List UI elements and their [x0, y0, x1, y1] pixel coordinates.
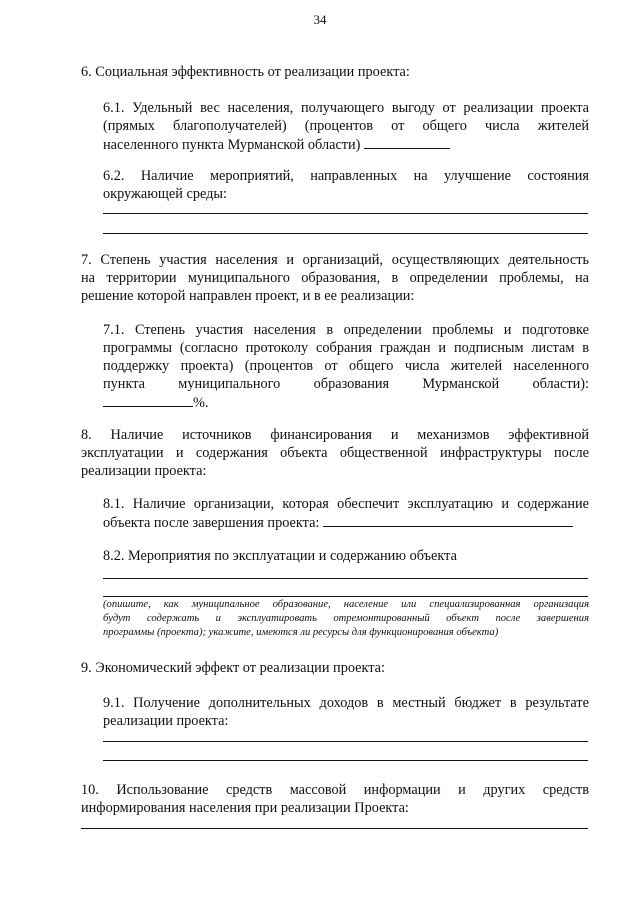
item-9-1-line-2: реализации проекта: [103, 713, 229, 729]
item-8-1-line-2 [103, 513, 589, 532]
item-6-1-answer-blank[interactable] [364, 135, 450, 149]
item-6-1 [103, 99, 589, 154]
item-6-2-answer-line-2[interactable] [103, 233, 588, 234]
item-7-1 [103, 321, 589, 412]
item-7-1-line-1: 7.1. Степень участия населения в определении проблемы и подготовке [103, 322, 589, 338]
section-8-heading-line-3: реализации проекта: [81, 463, 207, 479]
item-9-1-answer-line-1[interactable] [103, 741, 588, 742]
item-6-1-line-2: (прямых благополучателей) (процентов от общего числа жителей [103, 118, 589, 134]
section-6-heading-text: 6. Социальная эффективность от реализации проекта: [81, 64, 410, 80]
item-8-1-line-2-text: объекта после завершения проекта: [103, 515, 320, 531]
section-9-heading-text: 9. Экономический эффект от реализации проекта: [81, 660, 386, 676]
section-7-heading [81, 251, 589, 305]
section-10-heading-line-1: 10. Использование средств массовой информации и других средств [81, 782, 589, 798]
item-6-1-line-3-text: населенного пункта Мурманской области) [103, 137, 361, 153]
item-7-1-line-2: программы (согласно протоколу собрания граждан и подписным листам в [103, 340, 589, 356]
item-7-1-answer-blank[interactable] [103, 393, 193, 407]
item-8-2-note-line-1: (опишите, как муниципальное образование, население или специализированная организация [103, 599, 589, 610]
section-8-heading-line-1: 8. Наличие источников финансирования и механизмов эффективной [81, 427, 589, 443]
item-8-2-answer-line-1[interactable] [103, 578, 588, 579]
section-7-heading-line-3: решение которой направлен проект, и в ее реализации: [81, 288, 415, 304]
item-8-2-note [103, 598, 589, 640]
item-6-2-line-1: 6.2. Наличие мероприятий, направленных на улучшение состояния [103, 168, 589, 184]
section-7-heading-line-1: 7. Степень участия населения и организаций, осуществляющих деятельность [81, 252, 589, 268]
item-7-1-line-3: поддержку проекта) (процентов от общего числа жителей населенного [103, 358, 589, 374]
item-6-1-line-1: 6.1. Удельный вес населения, получающего выгоду от реализации проекта [103, 100, 589, 116]
item-8-1-answer-blank[interactable] [323, 513, 573, 527]
section-8-heading-line-2: эксплуатации и содержания объекта общественной инфраструктуры после [81, 445, 589, 461]
section-10-heading-line-2: информирования населения при реализации Проекта: [81, 800, 409, 816]
section-6-heading [81, 63, 589, 81]
section-10-answer-line[interactable] [81, 828, 588, 829]
item-9-1 [103, 694, 589, 730]
item-6-2-answer-line-1[interactable] [103, 213, 588, 214]
item-8-2-note-line-2: будут содержать и эксплуатировать отремонтированный объект после завершения [103, 613, 589, 624]
item-7-1-suffix: %. [193, 395, 209, 411]
item-9-1-line-1: 9.1. Получение дополнительных доходов в местный бюджет в результате [103, 695, 589, 711]
item-8-2-text: 8.2. Мероприятия по эксплуатации и содержанию объекта [103, 548, 457, 564]
item-8-2-answer-line-2[interactable] [103, 596, 588, 597]
page-number: 34 [313, 12, 327, 27]
item-6-1-line-3 [103, 135, 589, 154]
item-7-1-line-4: пункта муниципального образования Мурманской области): [103, 376, 589, 392]
item-8-2 [103, 547, 589, 565]
item-8-1 [103, 495, 589, 532]
item-6-2 [103, 167, 589, 203]
item-8-2-note-line-3: программы (проекта); укажите, имеются ли ресурсы для функционирования объекта) [103, 627, 499, 638]
item-6-2-line-2: окружающей среды: [103, 186, 228, 202]
section-10-heading [81, 781, 589, 817]
section-7-heading-line-2: на территории муниципального образования, в определении проблемы, на [81, 270, 589, 286]
item-9-1-answer-line-2[interactable] [103, 760, 588, 761]
section-9-heading [81, 659, 589, 677]
item-7-1-line-5 [103, 393, 589, 412]
item-8-1-line-1: 8.1. Наличие организации, которая обеспечит эксплуатацию и содержание [103, 496, 589, 512]
section-8-heading [81, 426, 589, 480]
